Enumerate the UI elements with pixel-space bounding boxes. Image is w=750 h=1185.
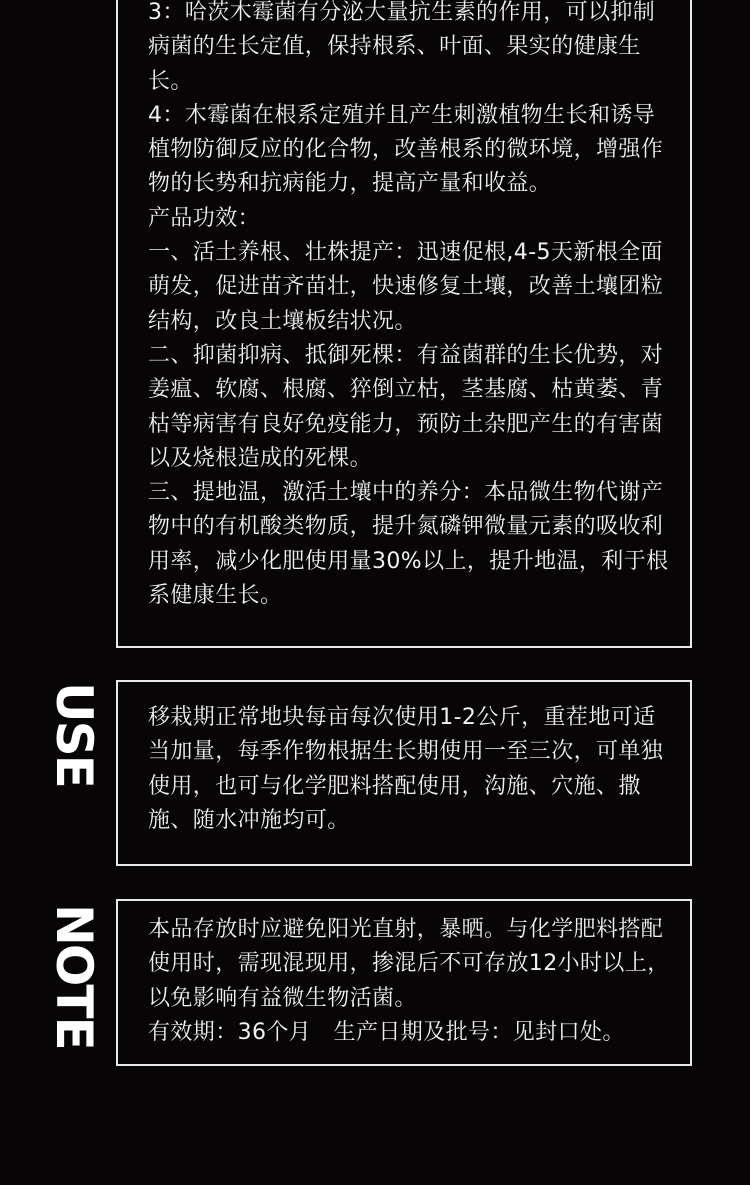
intro-paragraph: 4：木霉菌在根系定殖并且产生刺激植物生长和诱导植物防御反应的化合物，改善根系的微环境，增强作物的长势和抗病能力，提高产量和收益。	[148, 102, 664, 197]
note-storage-paragraph: 本品存放时应避免阳光直射，暴晒。与化学肥料搭配使用时，需现混现用，掺混后不可存放12小时以上，以免影响有益微生物活菌。	[148, 917, 670, 1011]
note-shelf-life-paragraph: 有效期：36个月 生产日期及批号：见封口处。	[148, 1019, 625, 1045]
intro-box	[116, 0, 692, 648]
efficacy-item-3: 三、提地温，激活土壤中的养分：本品微生物代谢产物中的有机酸类物质，提升氮磷钾微量元素的吸收利用率，减少化肥使用量30%以上，提升地温，利于根系健康生长。	[148, 480, 669, 609]
use-box	[116, 680, 692, 866]
efficacy-heading: 产品功效：	[148, 205, 261, 231]
efficacy-item-2: 二、抑菌抑病、抵御死棵：有益菌群的生长优势，对姜瘟、软腐、根腐、猝倒立枯，茎基腐、枯黄萎、青枯等病害有良好免疫能力，预防土杂肥产生的有害菌以及烧根造成的死棵。	[148, 342, 664, 471]
note-text	[148, 913, 672, 1050]
use-text: 移栽期正常地块每亩每次使用1-2公斤，重茬地可适当加量，每季作物根据生长期使用一至三次，可单独使用，也可与化学肥料搭配使用，沟施、穴施、撒施、随水冲施均可。	[148, 705, 664, 833]
efficacy-item-1: 一、活土养根、壮株提产：迅速促根,4-5天新根全面萌发，促进苗齐苗壮，快速修复土壤，改善土壤团粒结构，改良土壤板结状况。	[148, 240, 664, 334]
use-label: USE	[45, 682, 103, 787]
note-label: NOTE	[45, 904, 103, 1049]
note-box	[116, 899, 692, 1066]
intro-paragraph: 3：哈茨木霉菌有分泌大量抗生素的作用，可以抑制病菌的生长定值，保持根系、叶面、果实的健康生长。	[148, 0, 656, 94]
intro-text	[148, 0, 672, 613]
